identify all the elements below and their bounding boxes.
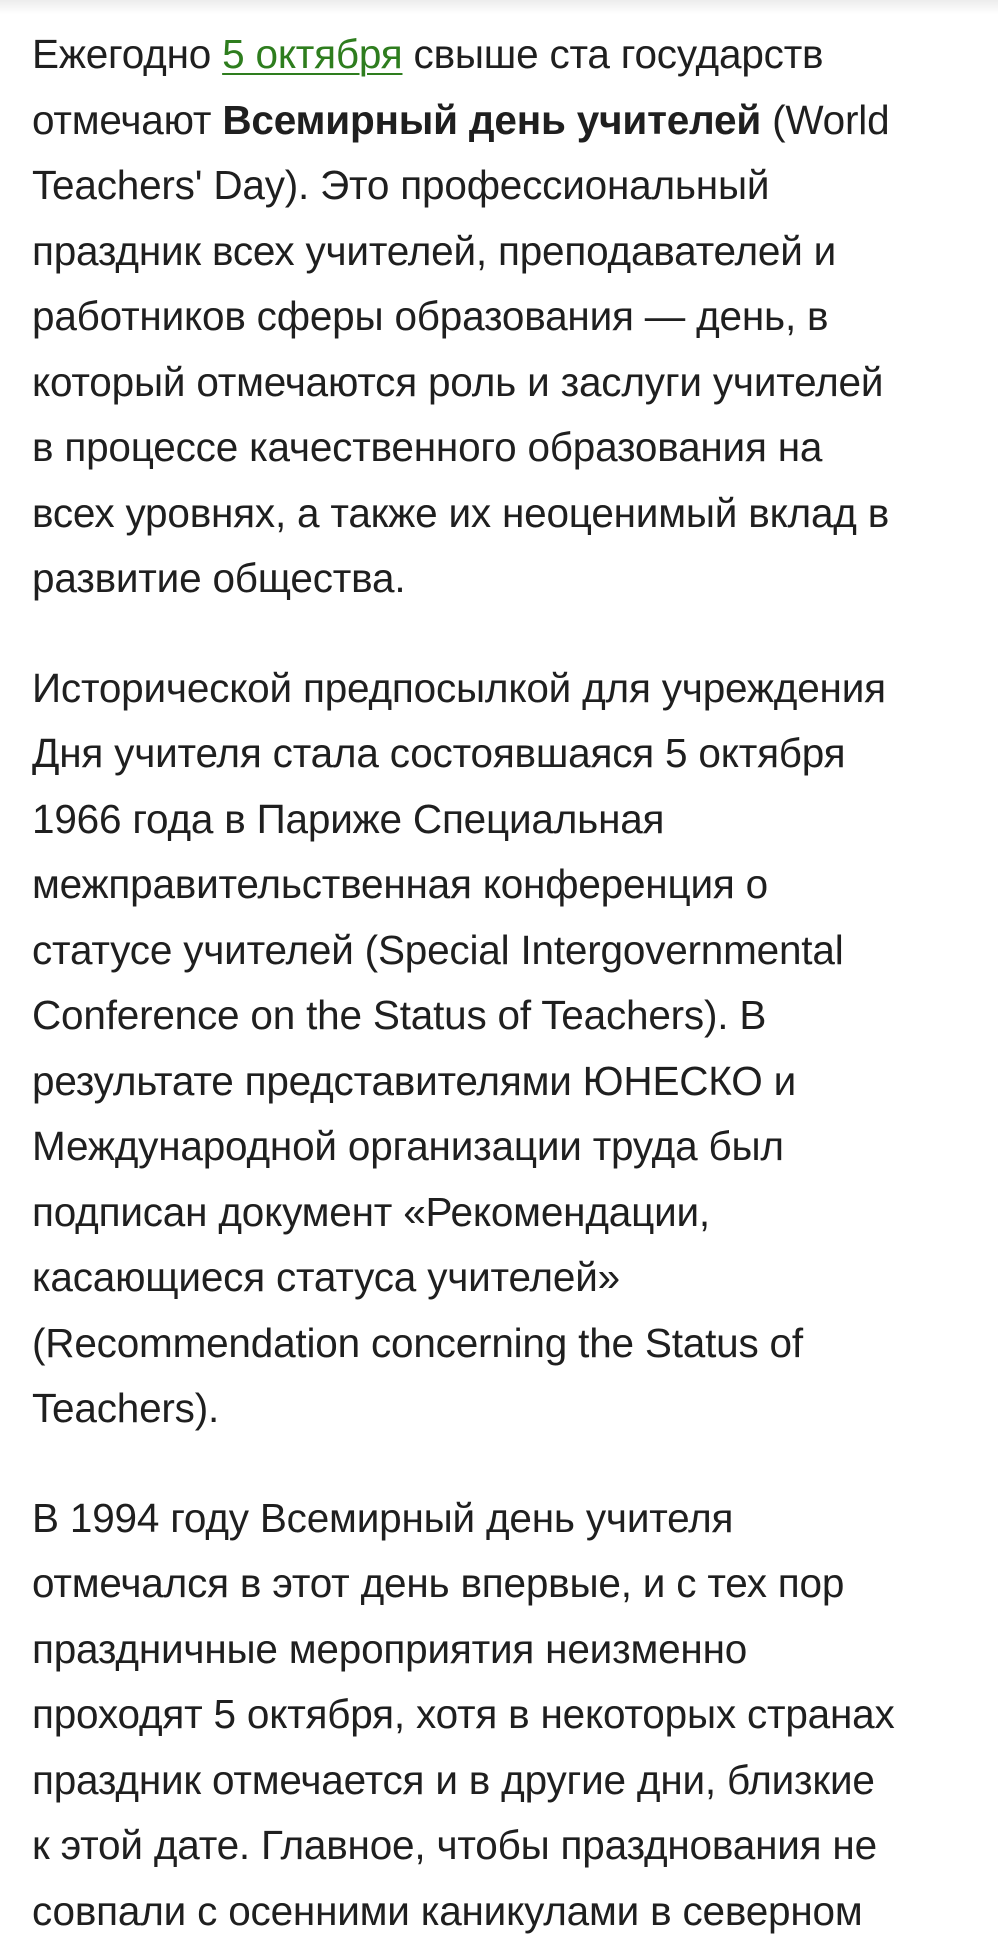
text-line: (Recommendation concerning the Status of	[32, 1319, 803, 1366]
text-line: проходят 5 октября, хотя в некоторых странах	[32, 1691, 895, 1737]
text-line: 1966 года в Париже Специальная	[32, 795, 665, 842]
paragraph-spacer	[32, 1442, 992, 1486]
text-line: к этой дате. Главное, чтобы празднования не	[32, 1822, 877, 1868]
text-line: праздник всех учителей, преподавателей и	[32, 227, 837, 274]
text-segment: свыше ста государств	[402, 31, 824, 77]
text-line: межправительственная конференция о	[32, 861, 769, 907]
text-line: Исторической предпосылкой для учреждения	[32, 664, 886, 711]
text-line: праздник отмечается и в другие дни, близкие	[32, 1756, 875, 1803]
text-line: подписан документ «Рекомендации,	[32, 1188, 710, 1235]
text-segment: (World	[761, 96, 890, 143]
text-line: в процессе качественного образования на	[32, 424, 823, 470]
text-line: праздничные мероприятия неизменно	[32, 1625, 748, 1672]
text-line: всех уровнях, а также их неоценимый вклад в	[32, 489, 890, 536]
text-line: отмечался в этот день впервые, и с тех пор	[32, 1560, 845, 1606]
text-line	[32, 22, 992, 88]
text-line	[32, 88, 992, 154]
paragraph-3	[32, 1486, 992, 1945]
article-body	[32, 22, 992, 1944]
top-shadow	[0, 0, 998, 14]
text-line: который отмечаются роль и заслуги учителей	[32, 358, 884, 405]
text-segment: Ежегодно	[32, 31, 223, 77]
text-line: работников сферы образования — день, в	[32, 293, 829, 339]
text-line: Дня учителя стала состоявшаяся 5 октября	[32, 730, 846, 776]
text-line: совпали с осенними каникулами в северном	[32, 1887, 863, 1934]
text-line: развитие общества.	[32, 555, 406, 601]
paragraph-1	[32, 22, 992, 612]
date-link[interactable]: 5 октября	[222, 31, 403, 77]
text-line: статусе учителей (Special Intergovernmental	[32, 926, 844, 973]
text-line: Teachers).	[32, 1385, 220, 1431]
bold-title: Всемирный день учителей	[222, 96, 762, 143]
text-line: Международной организации труда был	[32, 1123, 784, 1169]
text-line: Teachers' Day). Это профессиональный	[32, 162, 770, 208]
text-line: Conference on the Status of Teachers). В	[32, 992, 767, 1038]
text-line: В 1994 году Всемирный день учителя	[32, 1494, 734, 1541]
text-line: касающиеся статуса учителей»	[32, 1254, 620, 1300]
text-segment: отмечают	[32, 96, 223, 143]
paragraph-spacer	[32, 612, 992, 656]
text-line: результате представителями ЮНЕСКО и	[32, 1057, 797, 1104]
paragraph-2	[32, 656, 992, 1442]
